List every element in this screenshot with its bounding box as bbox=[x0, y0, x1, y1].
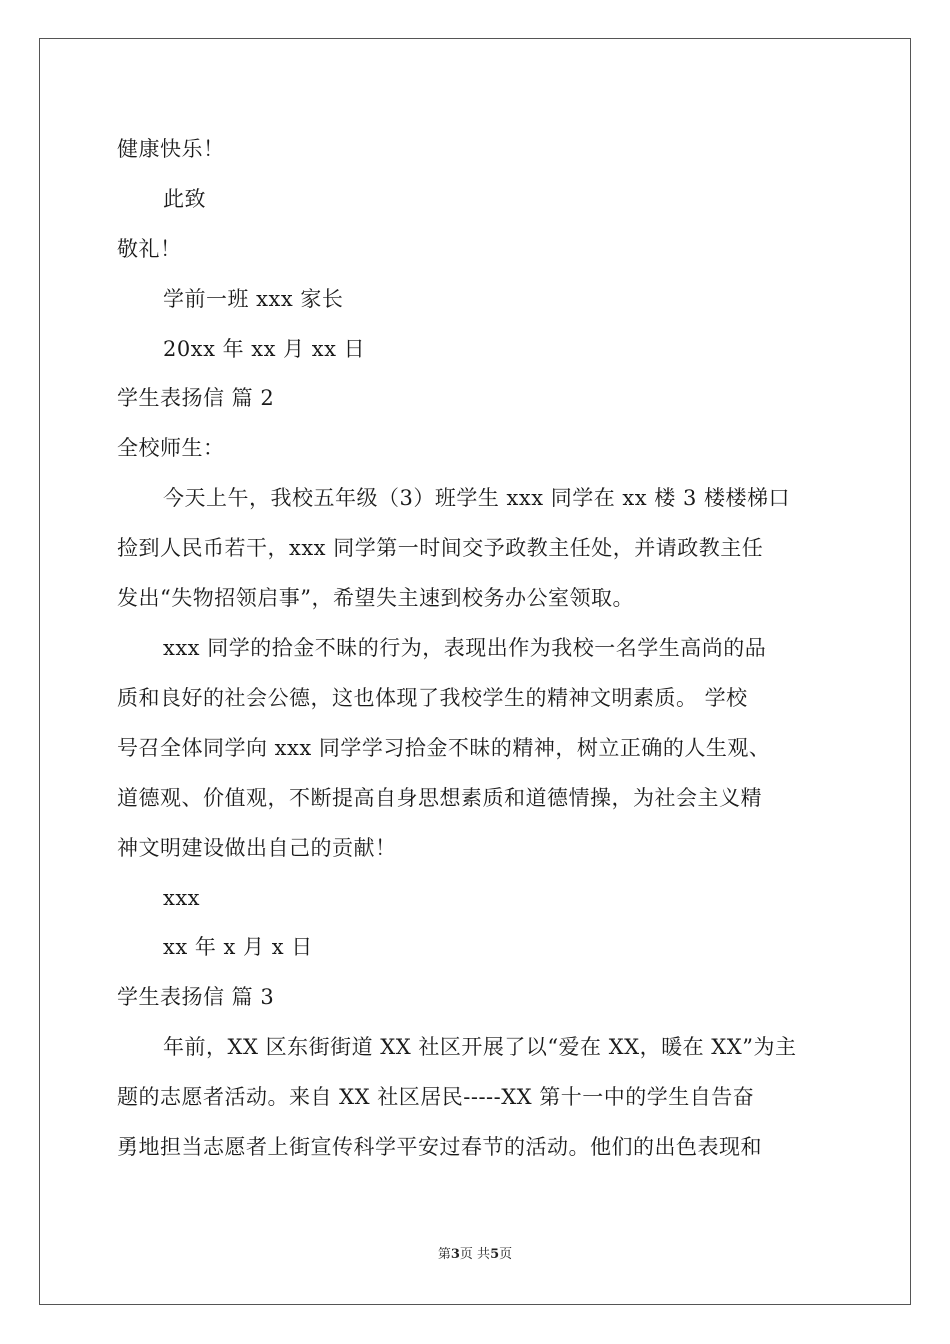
text-line: 年前，XX 区东街街道 XX 社区开展了以“爱在 XX，暖在 XX”为主 bbox=[163, 1035, 797, 1059]
text-line: 号召全体同学向 xxx 同学学习拾金不昧的精神，树立正确的人生观、 bbox=[117, 736, 771, 760]
text-line: 此致 bbox=[163, 187, 206, 211]
salutation: 全校师生： bbox=[117, 436, 225, 460]
section-heading: 学生表扬信 篇 2 bbox=[117, 386, 275, 410]
text-line: 道德观、价值观，不断提高自身思想素质和道德情操，为社会主义精 bbox=[117, 786, 762, 810]
footer-prefix: 第 bbox=[437, 1247, 451, 1262]
text-line: 神文明建设做出自己的贡献！ bbox=[117, 836, 397, 860]
total-page-number: 5 bbox=[490, 1247, 500, 1262]
date-line: xx 年 x 月 x 日 bbox=[163, 935, 313, 959]
text-line: xxx 同学的拾金不昧的行为，表现出作为我校一名学生高尚的品 bbox=[163, 636, 767, 660]
text-line: 勇地担当志愿者上街宣传科学平安过春节的活动。他们的出色表现和 bbox=[117, 1135, 762, 1159]
text-line: 20xx 年 xx 月 xx 日 bbox=[163, 337, 366, 361]
footer-middle: 页 共 bbox=[459, 1247, 491, 1262]
page-border bbox=[39, 38, 911, 1305]
text-line: 今天上午，我校五年级（3）班学生 xxx 同学在 xx 楼 3 楼楼梯口 bbox=[163, 486, 790, 510]
current-page-number: 3 bbox=[450, 1247, 460, 1262]
page-footer bbox=[0, 1246, 950, 1264]
section-heading: 学生表扬信 篇 3 bbox=[117, 985, 275, 1009]
text-line: 健康快乐！ bbox=[117, 137, 225, 161]
text-line: 敬礼！ bbox=[117, 237, 182, 261]
text-line: 捡到人民币若干，xxx 同学第一时间交予政教主任处，并请政教主任 bbox=[117, 536, 764, 560]
text-line: 学前一班 xxx 家长 bbox=[163, 287, 344, 311]
text-line: 质和良好的社会公德，这也体现了我校学生的精神文明素质。 学校 bbox=[117, 686, 748, 710]
text-line: 题的志愿者活动。来自 XX 社区居民-----XX 第十一中的学生自告奋 bbox=[117, 1085, 755, 1109]
text-line: 发出“失物招领启事”，希望失主速到校务办公室领取。 bbox=[117, 586, 634, 610]
footer-suffix: 页 bbox=[499, 1247, 513, 1262]
signature: xxx bbox=[163, 886, 201, 910]
